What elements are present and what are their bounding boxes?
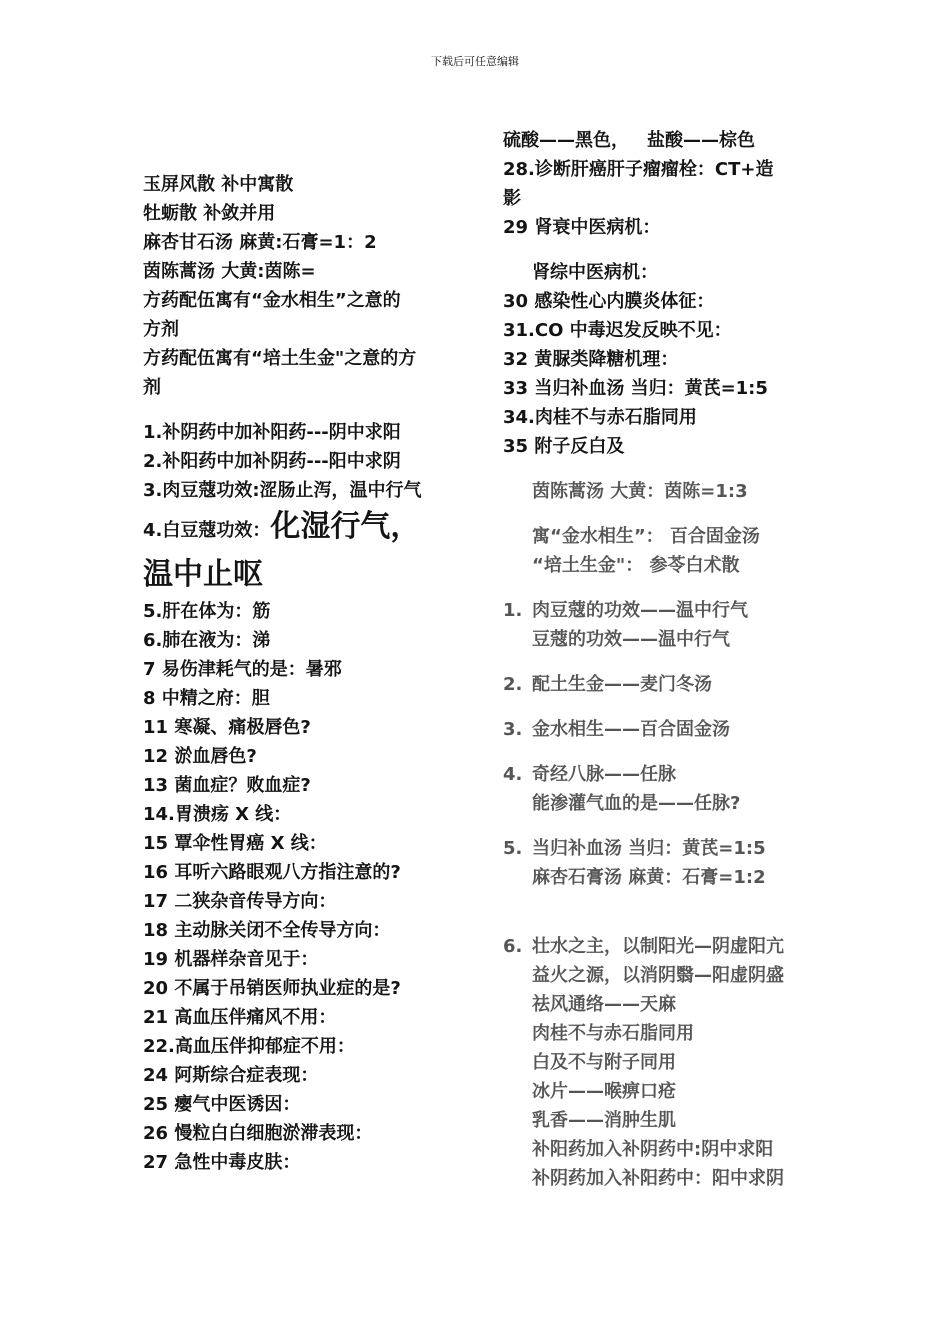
list-item: 29 肾衰中医病机： — [503, 217, 661, 238]
item-number: 5. — [503, 838, 523, 859]
list-item-4 — [143, 505, 463, 553]
item4-emphasis-continued: 温中止呕 — [143, 557, 263, 592]
acid-hydrochloric: 盐酸——棕色 — [647, 130, 755, 151]
acid-sulfuric: 硫酸——黑色， — [503, 130, 629, 151]
list-item: 6.肺在液为：涕 — [143, 630, 271, 651]
item-number: 3. — [503, 719, 523, 740]
list-item: 2.补阳药中加补阴药---阳中求阴 — [143, 451, 401, 472]
right-column — [503, 126, 823, 1193]
numbered-item — [503, 932, 823, 1193]
item-line: 乳香——消肿生肌 — [532, 1110, 676, 1131]
list-item: 34.肉桂不与赤石脂同用 — [503, 407, 697, 428]
list-item: 14.胃溃疡 X 线： — [143, 804, 292, 825]
list-item: 20 不属于吊销医师执业症的是? — [143, 978, 401, 999]
item-line: 肉桂不与赤石脂同用 — [532, 1023, 694, 1044]
item-number: 2. — [503, 674, 523, 695]
item-line: 补阳药加入补阴药中:阴中求阳 — [532, 1139, 774, 1160]
text-line: 方药配伍寓有“金水相生”之意的 — [143, 290, 401, 311]
list-item: 21 高血压伴痛风不用： — [143, 1007, 337, 1028]
text-line: 牡蛎散 补敛并用 — [143, 203, 276, 224]
text-line: 茵陈蒿汤 大黄：茵陈=1:3 — [532, 481, 748, 502]
text-line: 麻杏甘石汤 麻黄:石膏=1：2 — [143, 232, 377, 253]
item-line: 肉豆蔻的功效——温中行气 — [532, 600, 748, 621]
list-item: 31.CO 中毒迟发反映不见： — [503, 320, 732, 341]
list-item: 12 淤血唇色? — [143, 746, 257, 767]
list-item: 28.诊断肝癌肝子瘤瘤栓：CT+造 — [503, 159, 774, 180]
item-line: 益火之源，以消阴翳—阳虚阴盛 — [532, 965, 784, 986]
list-item: 15 覃伞性胃癌 X 线： — [143, 833, 327, 854]
list-item: 27 急性中毒皮肤： — [143, 1152, 301, 1173]
item-line: 豆蔻的功效——温中行气 — [532, 629, 730, 650]
item-line: 当归补血汤 当归：黄芪=1:5 — [532, 838, 766, 859]
numbered-item — [503, 670, 823, 699]
item-line: 麻杏石膏汤 麻黄：石膏=1:2 — [532, 867, 766, 888]
list-item: 1.补阴药中加补阳药---阴中求阳 — [143, 422, 401, 443]
left-column — [143, 170, 463, 1177]
item-line: 能渗灌气血的是——任脉? — [532, 793, 741, 814]
list-item: 18 主动脉关闭不全传导方向： — [143, 920, 391, 941]
list-item: 32 黄脲类降糖机理： — [503, 349, 679, 370]
page-header: 下载后可任意编辑 — [431, 55, 519, 68]
list-item: 3.肉豆蔻功效:涩肠止泻，温中行气 — [143, 480, 422, 501]
item-line: 祛风通络——天麻 — [532, 994, 676, 1015]
list-item: 16 耳听六路眼观八方指注意的? — [143, 862, 401, 883]
text-line: 肾综中医病机： — [532, 262, 658, 283]
list-item: 30 感染性心内膜炎体征： — [503, 291, 715, 312]
numbered-item — [503, 760, 823, 818]
item-number: 1. — [503, 600, 523, 621]
text-line: 方药配伍寓有“培土生金"之意的方 — [143, 348, 417, 369]
text-line: 茵陈蒿汤 大黄:茵陈= — [143, 261, 316, 282]
item4-label: 4.白豆蔻功效： — [143, 520, 271, 541]
list-item: 26 慢粒白白细胞淤滞表现： — [143, 1123, 373, 1144]
list-item: 8 中精之府：胆 — [143, 688, 270, 709]
list-item: 5.肝在体为：筋 — [143, 601, 271, 622]
text-line: “培土生金"： 参苓白术散 — [532, 555, 740, 576]
item-line: 白及不与附子同用 — [532, 1052, 676, 1073]
text-line: 玉屏风散 补中寓散 — [143, 174, 294, 195]
numbered-item — [503, 715, 823, 744]
text-line — [503, 126, 823, 155]
numbered-item — [503, 596, 823, 654]
item4-emphasis: 化湿行气， — [270, 509, 421, 544]
list-item: 25 瘿气中医诱因： — [143, 1094, 301, 1115]
list-item: 17 二狭杂音传导方向： — [143, 891, 337, 912]
text-line: 剂 — [143, 377, 161, 398]
list-item: 影 — [503, 188, 521, 209]
list-item: 13 菌血症？败血症? — [143, 775, 311, 796]
list-item: 11 寒凝、痛极唇色? — [143, 717, 311, 738]
list-item: 22.高血压伴抑郁症不用： — [143, 1036, 355, 1057]
list-item: 24 阿斯综合症表现： — [143, 1065, 319, 1086]
list-item: 35 附子反白及 — [503, 436, 625, 457]
item-line: 金水相生——百合固金汤 — [532, 719, 730, 740]
list-item: 19 机器样杂音见于： — [143, 949, 319, 970]
item-number: 6. — [503, 936, 523, 957]
item-line: 补阴药加入补阳药中：阳中求阴 — [532, 1168, 784, 1189]
item-line: 奇经八脉——任脉 — [532, 764, 676, 785]
numbered-item — [503, 834, 823, 892]
item-line: 配土生金——麦门冬汤 — [532, 674, 712, 695]
text-line: 方剂 — [143, 319, 179, 340]
text-line: 寓“金水相生”： 百合固金汤 — [532, 526, 760, 547]
item-line: 壮水之主，以制阳光—阴虚阳亢 — [532, 936, 784, 957]
item-line: 冰片——喉痹口疮 — [532, 1081, 676, 1102]
list-item: 33 当归补血汤 当归：黄芪=1:5 — [503, 378, 768, 399]
list-item: 7 易伤津耗气的是：暑邪 — [143, 659, 342, 680]
item-number: 4. — [503, 764, 523, 785]
